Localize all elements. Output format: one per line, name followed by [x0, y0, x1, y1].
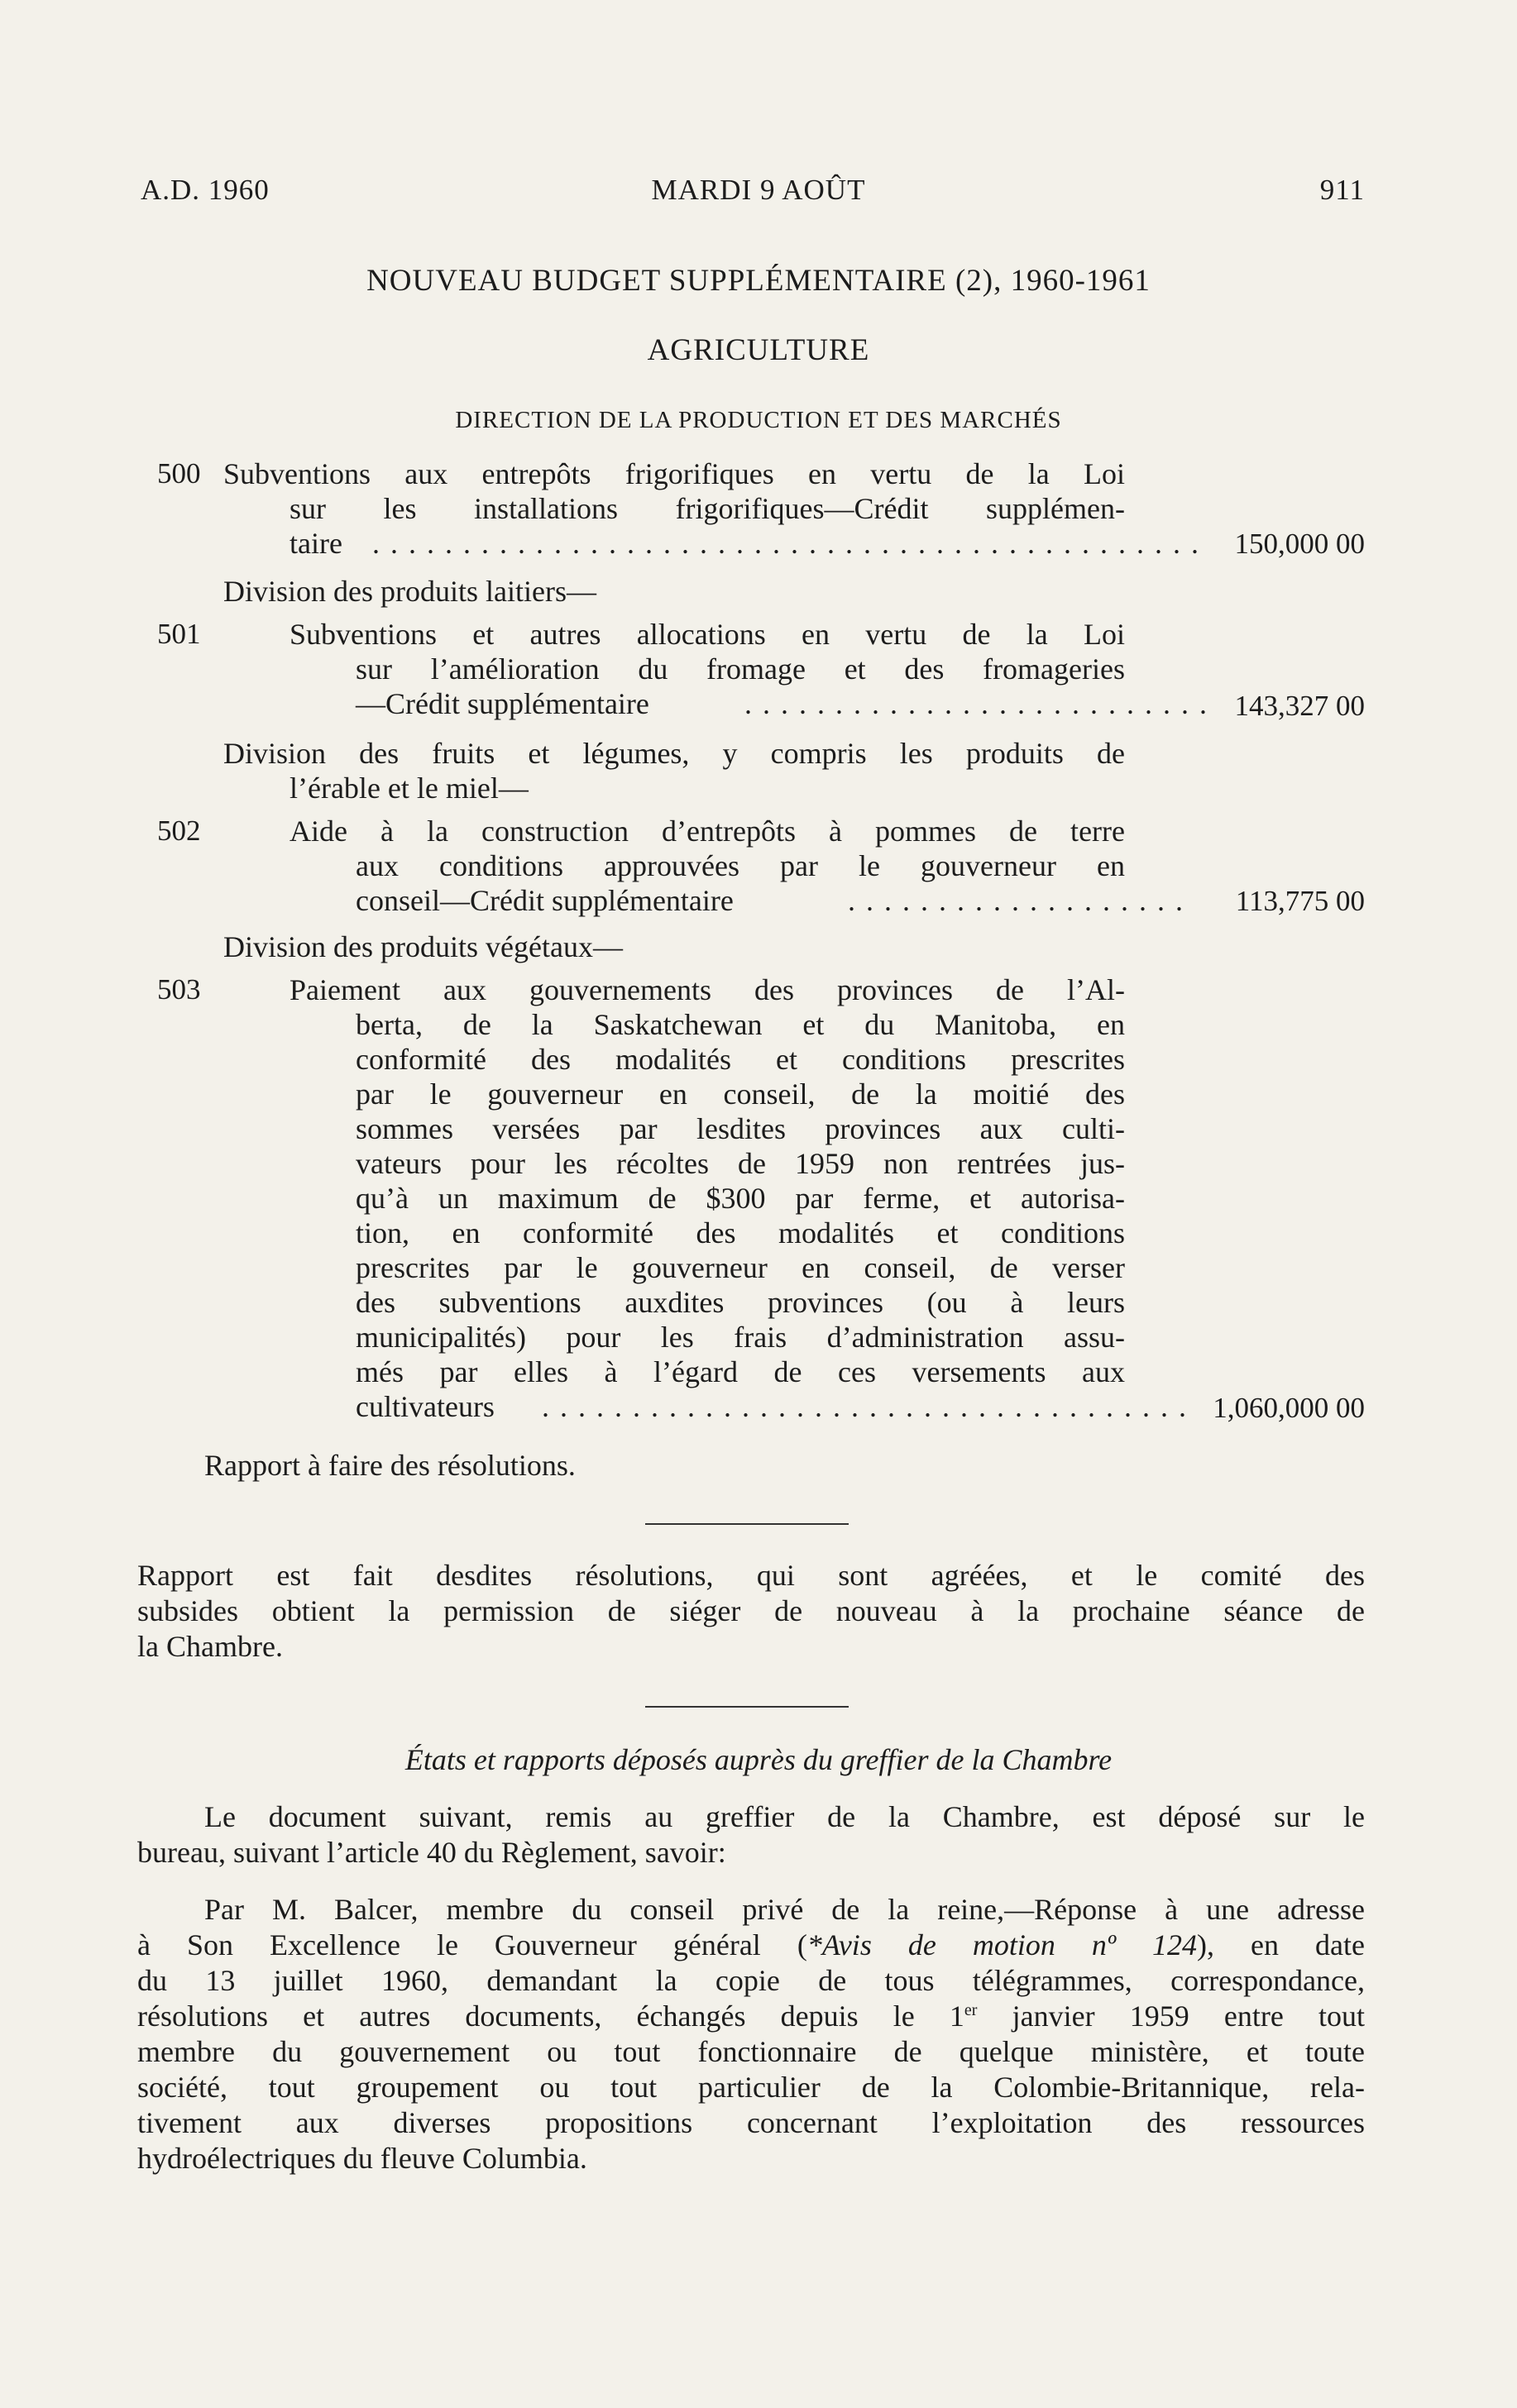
amount-501: 143,327 00: [1234, 690, 1365, 722]
item-503-line: sommes versées par lesdites provinces aux culti-: [356, 1112, 1125, 1145]
document-paragraph-line: bureau, suivant l’article 40 du Règlement, savoir:: [137, 1836, 726, 1869]
balcer-paragraph-line: du 13 juillet 1960, demandant la copie de tous télégrammes, correspondance,: [137, 1964, 1365, 1997]
item-number-502: 502: [157, 815, 201, 847]
header-date: MARDI 9 AOÛT: [651, 174, 866, 206]
item-503-line: berta, de la Saskatchewan et du Manitoba, en: [356, 1008, 1125, 1041]
superscript: er: [964, 2001, 978, 2019]
document-paragraph-line: Le document suivant, remis au greffier de la Chambre, est déposé sur le: [204, 1800, 1365, 1833]
section-divider: [645, 1523, 849, 1525]
item-number-501: 501: [157, 618, 201, 650]
item-503-line: Paiement aux gouvernements des provinces de l’Al-: [290, 973, 1125, 1006]
dot-leader: . . . . . . . . . . . . . . . . . . . . . . . . . .: [744, 687, 1208, 720]
item-503-line: més par elles à l’égard de ces versements aux: [356, 1355, 1125, 1388]
item-501-line: —Crédit supplémentaire: [356, 687, 649, 720]
item-number-503: 503: [157, 973, 201, 1006]
division-heading: Division des fruits et légumes, y compris les produits de: [223, 737, 1125, 770]
motion-reference: *Avis de motion nº 124: [806, 1928, 1198, 1961]
balcer-paragraph-line: hydroélectriques du fleuve Columbia.: [137, 2142, 587, 2175]
item-503-line: prescrites par le gouverneur en conseil, de verser: [356, 1251, 1125, 1284]
balcer-paragraph-line: société, tout groupement ou tout particulier de la Colombie-Britannique, rela-: [137, 2071, 1365, 2104]
balcer-text: à Son Excellence le Gouverneur général (: [137, 1928, 807, 1961]
amount-502: 113,775 00: [1235, 885, 1365, 917]
balcer-paragraph-line: tivement aux diverses propositions concernant l’exploitation des ressources: [137, 2106, 1365, 2139]
item-503-line: par le gouverneur en conseil, de la moitié des: [356, 1077, 1125, 1111]
item-501-line: sur l’amélioration du fromage et des fromageries: [356, 652, 1125, 686]
dot-leader: . . . . . . . . . . . . . . . . . . .: [848, 884, 1184, 917]
item-500-line: Subventions aux entrepôts frigorifiques en vertu de la Loi: [223, 457, 1125, 490]
division-heading: Division des produits laitiers—: [223, 575, 596, 608]
balcer-text: ), en date: [1197, 1928, 1366, 1961]
item-500-line: taire: [290, 527, 342, 560]
balcer-text: résolutions et autres documents, échangés depuis le 1: [137, 1999, 964, 2033]
balcer-paragraph-line: [137, 1999, 1365, 2034]
rapport-paragraph-line: subsides obtient la permission de siéger de nouveau à la prochaine séance de: [137, 1594, 1365, 1627]
rapport-paragraph-line: Rapport est fait desdites résolutions, qui sont agréées, et le comité des: [137, 1559, 1365, 1592]
dot-leader: . . . . . . . . . . . . . . . . . . . . . . . . . . . . . . . . . . . .: [542, 1390, 1188, 1423]
item-503-line: qu’à un maximum de $300 par ferme, et autorisa-: [356, 1182, 1125, 1215]
amount-503: 1,060,000 00: [1213, 1392, 1365, 1424]
dot-leader: . . . . . . . . . . . . . . . . . . . . . . . . . . . . . . . . . . . . . . . . . . . . . .: [372, 527, 1200, 560]
item-501-line: Subventions et autres allocations en vertu de la Loi: [290, 618, 1125, 651]
etats-section-title: États et rapports déposés auprès du greffier de la Chambre: [404, 1743, 1113, 1776]
section-divider: [645, 1706, 849, 1708]
amount-500: 150,000 00: [1234, 528, 1365, 560]
balcer-paragraph-line: [137, 1928, 1365, 1963]
item-503-line: vateurs pour les récoltes de 1959 non rentrées jus-: [356, 1147, 1125, 1180]
balcer-paragraph-line: Par M. Balcer, membre du conseil privé de la reine,—Réponse à une adresse: [204, 1893, 1365, 1926]
division-heading: l’érable et le miel—: [290, 772, 529, 805]
item-502-line: Aide à la construction d’entrepôts à pommes de terre: [290, 815, 1125, 848]
item-503-line: tion, en conformité des modalités et conditions: [356, 1216, 1125, 1249]
item-500-line: sur les installations frigorifiques—Crédit supplémen-: [290, 492, 1125, 525]
header-year: A.D. 1960: [141, 174, 270, 206]
direction-title: DIRECTION DE LA PRODUCTION ET DES MARCHÉS: [455, 407, 1062, 433]
rapport-line: Rapport à faire des résolutions.: [204, 1449, 576, 1482]
division-heading: Division des produits végétaux—: [223, 930, 623, 963]
budget-title: NOUVEAU BUDGET SUPPLÉMENTAIRE (2), 1960-1961: [366, 264, 1151, 298]
item-503-line: municipalités) pour les frais d’administration assu-: [356, 1321, 1125, 1354]
balcer-text: janvier 1959 entre tout: [977, 1999, 1366, 2033]
item-503-line: cultivateurs: [356, 1390, 495, 1423]
ministry-title: AGRICULTURE: [647, 333, 870, 367]
item-503-line: conformité des modalités et conditions prescrites: [356, 1043, 1125, 1076]
rapport-paragraph-line: la Chambre.: [137, 1630, 283, 1663]
item-503-line: des subventions auxdites provinces (ou à leurs: [356, 1286, 1125, 1319]
balcer-paragraph-line: membre du gouvernement ou tout fonctionnaire de quelque ministère, et toute: [137, 2035, 1365, 2068]
item-number-500: 500: [157, 457, 201, 490]
item-502-line: aux conditions approuvées par le gouverneur en: [356, 849, 1125, 882]
header-page-number: 911: [1319, 174, 1365, 206]
item-502-line: conseil—Crédit supplémentaire: [356, 884, 734, 917]
